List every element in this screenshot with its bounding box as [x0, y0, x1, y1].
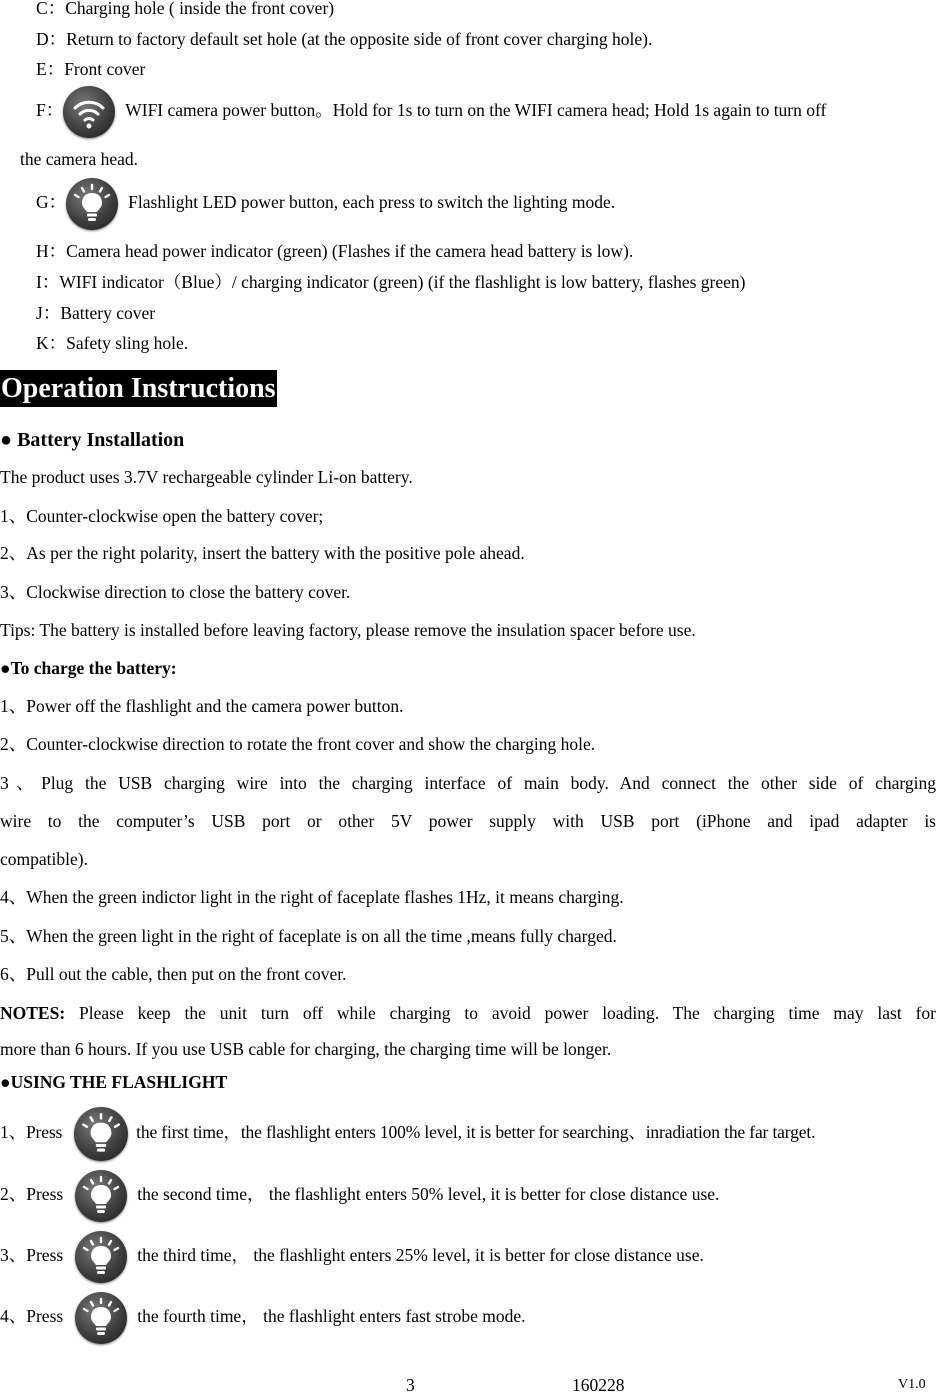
part-j: J：Battery cover	[36, 303, 156, 323]
part-key: D	[36, 29, 49, 49]
charging-step-3: 3、Plug the USB charging wire into the charging interface of main body. And connect the other side of charging	[0, 773, 936, 793]
step-prefix: 1、Press	[0, 1122, 63, 1142]
flashlight-heading: ●USING THE FLASHLIGHT	[0, 1072, 228, 1092]
bulb-icon	[75, 1170, 127, 1222]
doc-code: 160228	[572, 1375, 625, 1395]
charging-notes-cont: more than 6 hours. If you use USB cable for charging, the charging time will be longer.	[0, 1039, 612, 1059]
charging-heading: ●To charge the battery:	[0, 658, 177, 678]
part-e: E：Front cover	[36, 59, 146, 79]
section-title: Operation Instructions	[0, 370, 277, 407]
wifi-icon	[63, 86, 115, 138]
part-text: Return to factory default set hole (at the opposite side of front cover charging hole).	[66, 29, 653, 49]
part-k: K：Safety sling hole.	[36, 333, 189, 353]
charging-notes	[0, 1002, 936, 1024]
part-key: J	[36, 303, 43, 323]
step-text: the third time， the flashlight enters 25% level, it is better for close distance use.	[137, 1245, 704, 1265]
part-key: E	[36, 59, 47, 79]
part-text: WIFI camera power button。Hold for 1s to turn on the WIFI camera head; Hold 1s again to turn off	[125, 100, 827, 120]
part-key: G	[36, 192, 49, 212]
part-key: I	[36, 272, 42, 292]
step-prefix: 4、Press	[0, 1306, 64, 1326]
step-prefix: 2、Press	[0, 1184, 64, 1204]
charging-step-3-end: compatible).	[0, 849, 88, 869]
part-key: C	[36, 0, 48, 18]
bulb-icon	[75, 1292, 127, 1344]
notes-text: Please keep the unit turn off while charging to avoid power loading. The charging time may last for	[79, 1003, 936, 1023]
part-f: F： WIFI camera power button。Hold for 1s to turn on the WIFI camera head; Hold 1s again to turn off	[36, 84, 826, 138]
step-text: the fourth time， the flashlight enters fast strobe mode.	[137, 1306, 526, 1326]
bulb-icon	[75, 1231, 127, 1283]
battery-installation-heading: ● Battery Installation	[0, 429, 185, 451]
charging-step-1: 1、Power off the flashlight and the camera power button.	[0, 696, 404, 716]
charging-step-2: 2、Counter-clockwise direction to rotate the front cover and show the charging hole.	[0, 734, 596, 754]
charging-step-4: 4、When the green indictor light in the right of faceplate flashes 1Hz, it means charging.	[0, 887, 624, 907]
part-g: G： Flashlight LED power button, each press to switch the lighting mode.	[36, 175, 615, 230]
charging-step-6: 6、Pull out the cable, then put on the front cover.	[0, 964, 347, 984]
doc-version: V1.0	[898, 1377, 926, 1392]
part-d: D：Return to factory default set hole (at the opposite side of front cover charging hole).	[36, 29, 653, 49]
battery-step-2: 2、As per the right polarity, insert the battery with the positive pole ahead.	[0, 543, 525, 563]
flashlight-step-2	[0, 1166, 719, 1222]
flashlight-step-1	[0, 1103, 815, 1161]
part-h: H：Camera head power indicator (green) (Flashes if the camera head battery is low).	[36, 241, 634, 261]
step-text: the first time，the flashlight enters 100% level, it is better for searching、inradiation the far target.	[136, 1122, 816, 1142]
flashlight-step-3	[0, 1227, 704, 1283]
charging-step-5: 5、When the green light in the right of faceplate is on all the time ,means fully charged.	[0, 926, 617, 946]
part-text: Battery cover	[60, 303, 156, 323]
battery-intro: The product uses 3.7V rechargeable cylinder Li-on battery.	[0, 467, 413, 487]
part-text: Charging hole ( inside the front cover)	[65, 0, 335, 18]
part-text: Camera head power indicator (green) (Flashes if the camera head battery is low).	[66, 241, 634, 261]
battery-tips: Tips: The battery is installed before leaving factory, please remove the insulation spacer before use.	[0, 620, 696, 640]
battery-step-3: 3、Clockwise direction to close the battery cover.	[0, 582, 351, 602]
part-text: Front cover	[64, 59, 146, 79]
step-text: the second time， the flashlight enters 50% level, it is better for close distance use.	[137, 1184, 720, 1204]
notes-label: NOTES:	[0, 1003, 66, 1023]
part-f-continued: the camera head.	[20, 149, 139, 169]
part-text: Flashlight LED power button, each press to switch the lighting mode.	[128, 192, 616, 212]
part-key: F	[36, 100, 46, 120]
charging-step-3-cont: wire to the computer’s USB port or other 5V power supply with USB port (iPhone and ipad adapter is	[0, 811, 936, 831]
part-key: H	[36, 241, 49, 261]
step-prefix: 3、Press	[0, 1245, 64, 1265]
bulb-icon	[74, 1107, 128, 1161]
flashlight-step-4	[0, 1288, 526, 1344]
battery-step-1: 1、Counter-clockwise open the battery cover;	[0, 506, 324, 526]
part-key: K	[36, 333, 49, 353]
part-i: I：WIFI indicator（Blue）/ charging indicator (green) (if the flashlight is low battery, flashes green)	[36, 272, 746, 292]
part-c: C：Charging hole ( inside the front cover)	[36, 0, 335, 18]
bulb-icon	[66, 178, 118, 230]
part-text: WIFI indicator（Blue）/ charging indicator (green) (if the flashlight is low battery, flashes green)	[59, 272, 746, 292]
part-text: Safety sling hole.	[66, 333, 189, 353]
page-number: 3	[406, 1375, 415, 1395]
